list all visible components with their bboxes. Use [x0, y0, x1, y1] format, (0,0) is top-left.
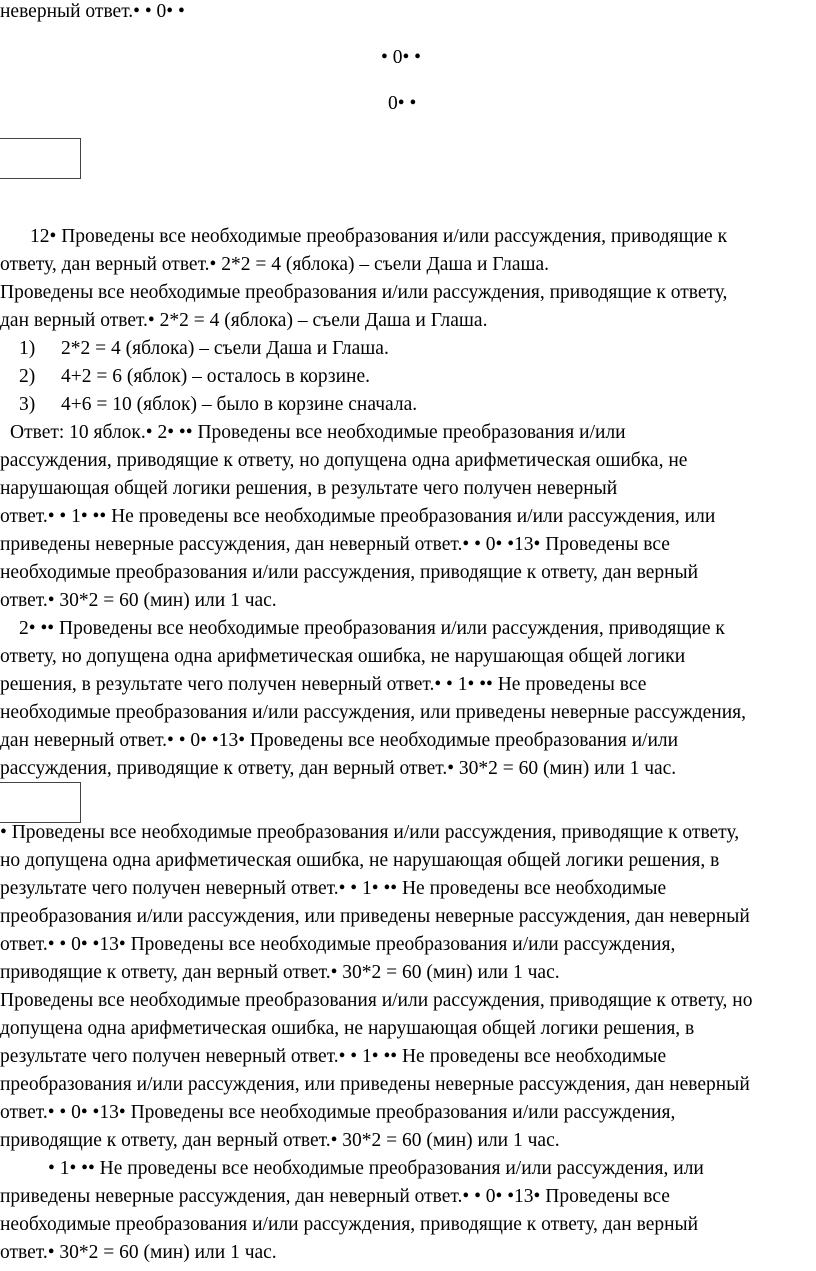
answer-line: необходимые преобразования и/или рассуждения, приводящие к ответу, дан верный	[0, 562, 699, 583]
step-number: 2)	[19, 366, 36, 387]
s3-line: приводящие к ответу, дан верный ответ.• 30*2 = 60 (мин) или 1 час.	[0, 962, 560, 983]
s3-line: • 1• •• Не проведены все необходимые преобразования и/или рассуждения, или	[48, 1158, 704, 1179]
s3-line: • Проведены все необходимые преобразования и/или рассуждения, приводящие к ответу,	[0, 822, 740, 843]
answer-line: ответ.• • 1• •• Не проведены все необходимые преобразования и/или рассуждения, или	[0, 506, 716, 527]
s3-line: преобразования и/или рассуждения, или приведены неверные рассуждения, дан неверный	[0, 906, 750, 927]
answer-line: нарушающая общей логики решения, в результате чего получен неверный	[0, 478, 618, 499]
header-line-2: • 0• •	[381, 47, 421, 68]
s3-line: Проведены все необходимые преобразования и/или рассуждения, приводящие к ответу, но	[0, 990, 753, 1011]
s2-line: 2• •• Проведены все необходимые преобразования и/или рассуждения, приводящие к	[19, 618, 725, 639]
empty-cell-box	[0, 138, 81, 179]
answer-line: рассуждения, приводящие к ответу, но допущена одна арифметическая ошибка, не	[0, 450, 688, 471]
answer-line: ответ.• 30*2 = 60 (мин) или 1 час.	[0, 590, 277, 611]
s2-line: рассуждения, приводящие к ответу, дан верный ответ.• 30*2 = 60 (мин) или 1 час.	[0, 758, 677, 779]
s3-line: ответ.• • 0• •13• Проведены все необходимые преобразования и/или рассуждения,	[0, 1102, 676, 1123]
step-text: 4+2 = 6 (яблок) – осталось в корзине.	[61, 366, 370, 387]
s3-line: но допущена одна арифметическая ошибка, не нарушающая общей логики решения, в	[0, 850, 720, 871]
s2-line: дан неверный ответ.• • 0• •13• Проведены все необходимые преобразования и/или	[0, 730, 679, 751]
s3-line: допущена одна арифметическая ошибка, не нарушающая общей логики решения, в	[0, 1018, 695, 1039]
answer-line: Ответ: 10 яблок.• 2• •• Проведены все необходимые преобразования и/или	[10, 422, 626, 443]
empty-cell-box	[0, 782, 81, 823]
step-number: 1)	[19, 338, 36, 359]
s2-line: решения, в результате чего получен неверный ответ.• • 1• •• Не проведены все	[0, 674, 647, 695]
step-number: 3)	[19, 394, 36, 415]
s3-line: приведены неверные рассуждения, дан неверный ответ.• • 0• •13• Проведены все	[0, 1186, 670, 1207]
s1-line: 12• Проведены все необходимые преобразования и/или рассуждения, приводящие к	[30, 226, 728, 247]
step-text: 4+6 = 10 (яблок) – было в корзине сначала.	[61, 394, 418, 415]
header-line-3: 0• •	[388, 93, 417, 114]
s2-line: ответу, но допущена одна арифметическая ошибка, не нарушающая общей логики	[0, 646, 686, 667]
s3-line: результате чего получен неверный ответ.• • 1• •• Не проведены все необходимые	[0, 1046, 667, 1067]
s3-line: приводящие к ответу, дан верный ответ.• 30*2 = 60 (мин) или 1 час.	[0, 1130, 560, 1151]
s2-line: необходимые преобразования и/или рассуждения, или приведены неверные рассуждения,	[0, 702, 746, 723]
s3-line: ответ.• • 0• •13• Проведены все необходимые преобразования и/или рассуждения,	[0, 934, 676, 955]
s3-line: преобразования и/или рассуждения, или приведены неверные рассуждения, дан неверный	[0, 1074, 750, 1095]
s1-line: дан верный ответ.• 2*2 = 4 (яблока) – съели Даша и Глаша.	[0, 310, 488, 331]
s1-line: Проведены все необходимые преобразования и/или рассуждения, приводящие к ответу,	[0, 282, 728, 303]
s3-line: результате чего получен неверный ответ.• • 1• •• Не проведены все необходимые	[0, 878, 667, 899]
s3-line: ответ.• 30*2 = 60 (мин) или 1 час.	[0, 1242, 277, 1263]
header-line-1: неверный ответ.• • 0• •	[0, 1, 185, 22]
step-text: 2*2 = 4 (яблока) – съели Даша и Глаша.	[61, 338, 389, 359]
answer-line: приведены неверные рассуждения, дан неверный ответ.• • 0• •13• Проведены все	[0, 534, 670, 555]
s3-line: необходимые преобразования и/или рассуждения, приводящие к ответу, дан верный	[0, 1214, 699, 1235]
s1-line: ответу, дан верный ответ.• 2*2 = 4 (яблока) – съели Даша и Глаша.	[0, 254, 550, 275]
